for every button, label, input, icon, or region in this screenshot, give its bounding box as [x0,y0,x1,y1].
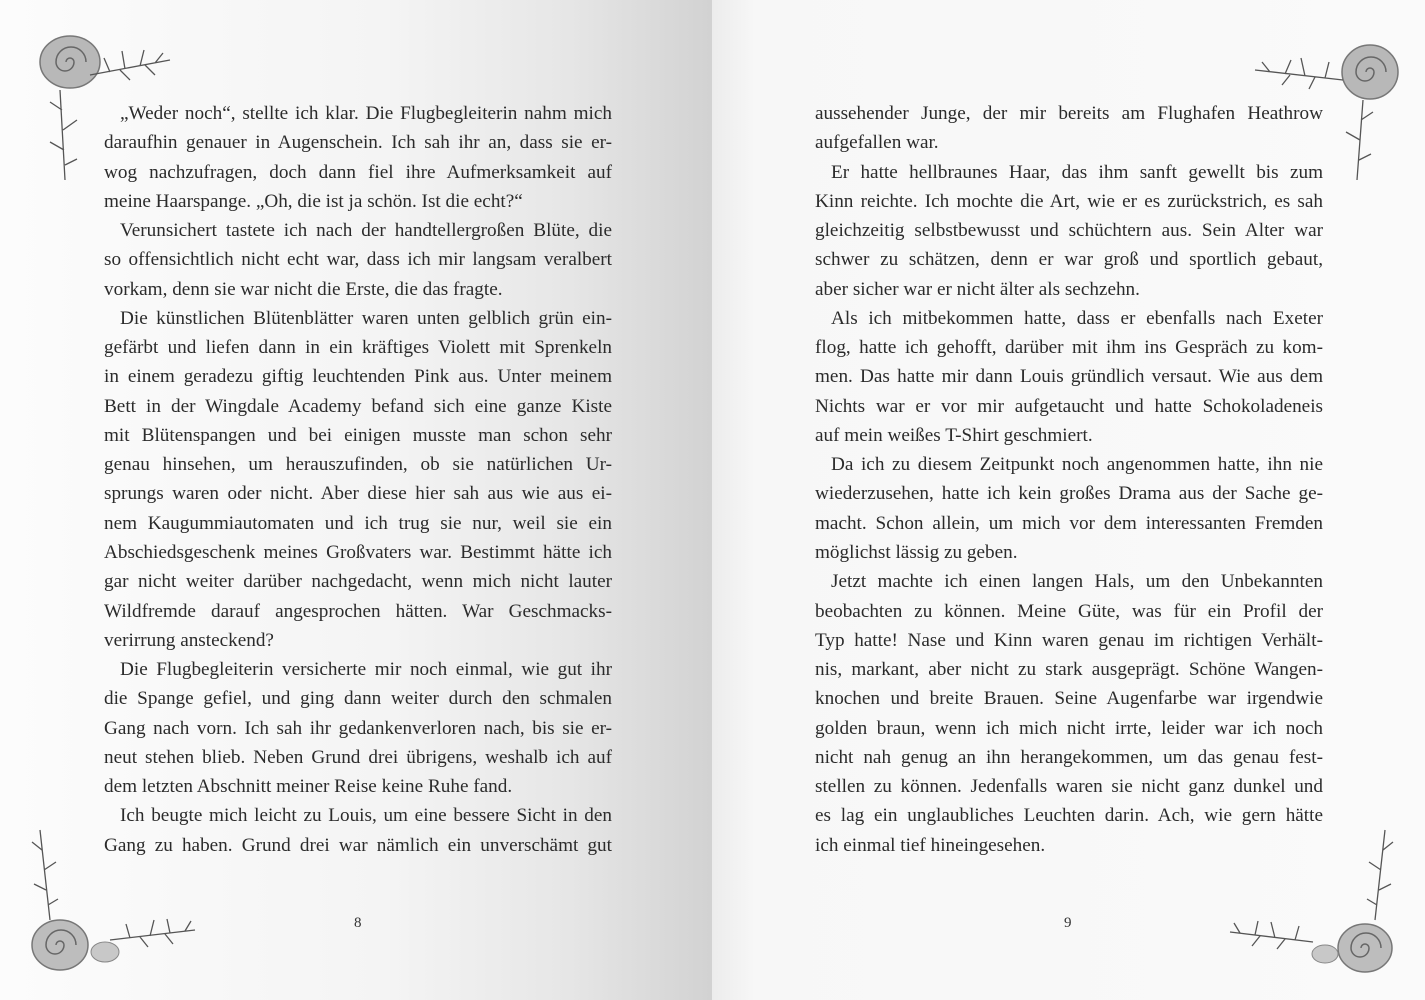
text-line: Die Flugbegleiterin versicherte mir noch einmal, wie gut ihr [120,659,612,681]
paragraph [815,450,1323,567]
paragraph [104,655,612,801]
text-line: mit Blütenspangen und bei einigen musste man schon sehr [104,424,612,446]
text-line: in einem geradezu giftig leuchtenden Pink aus. Unter meinem [104,366,612,388]
shell-icon [40,36,100,88]
text-line: schwer zu schätzen, denn er war groß und sportlich gebaut, [815,249,1323,271]
text-line: „Weder noch“, stellte ich klar. Die Flugbegleiterin nahm mich [120,103,612,124]
text-line: golden braun, wenn ich mich nicht irrte, leider war ich noch [815,717,1323,739]
text-line: gleichzeitig selbstbewusst und schüchtern aus. Sein Alter war [815,220,1323,242]
text-line: Er hatte hellbraunes Haar, das ihm sanft gewellt bis zum [831,161,1323,183]
text-line: aber sicher war er nicht älter als sechzehn. [815,278,1140,300]
text-line: aufgefallen war. [815,132,939,154]
text-line: gar nicht weiter darüber nachgedacht, wenn mich nicht lauter [104,571,612,593]
text-line: flog, hatte ich gehofft, darüber mit ihm ins Gespräch zu kom- [815,337,1323,359]
text-line: Bett in der Wingdale Academy befand sich eine ganze Kiste [104,395,612,417]
text-line: so offensichtlich nicht echt war, dass ich mir langsam veralbert [104,249,612,271]
text-line: nem Kaugummiautomaten und ich trug sie nur, weil sie ein [104,512,612,534]
text-line: meine Haarspange. „Oh, die ist ja schön. Ist die echt?“ [104,190,523,212]
text-line: ich einmal tief hineingesehen. [815,834,1046,856]
text-line: Jetzt machte ich einen langen Hals, um den Unbekannten [831,571,1323,593]
paragraph [815,304,1323,450]
text-line: stellen zu können. Jedenfalls waren sie nicht ganz dunkel und [815,776,1323,798]
text-line: Verunsichert tastete ich nach der handtellergroßen Blüte, die [120,220,612,242]
text-line: Die künstlichen Blütenblätter waren unten gelblich grün ein- [120,307,612,329]
paragraph [104,216,612,304]
text-line: es lag ein unglaubliches Leuchten darin. Ach, wie gern hätte [815,805,1323,827]
text-line: nis, markant, aber nicht zu stark ausgeprägt. Schöne Wangen- [815,659,1323,681]
text-line: macht. Schon allein, um mich vor dem interessanten Fremden [815,512,1323,534]
paragraph [815,567,1323,860]
text-line: Wildfremde darauf angesprochen hätten. War Geschmacks- [104,600,612,622]
text-line: sprungs waren oder nicht. Aber diese hier sah aus wie aus ei- [104,483,612,505]
text-line: Typ hatte! Nase und Kinn waren genau im richtigen Verhält- [815,629,1323,651]
text-line: gefärbt und liefen dann in ein kräftiges Violett mit Sprenkeln [104,337,612,359]
text-line: Kinn reichte. Ich mochte die Art, wie er es zurückstrich, es sah [815,190,1323,212]
paragraph [104,304,612,655]
shell-icon [32,920,119,970]
corner-ornament-bottom-right [1225,820,1405,985]
text-line: wog nachzufragen, doch dann fiel ihre Aufmerksamkeit auf [104,161,612,183]
text-line: die Spange gefiel, und ging dann weiter durch den schmalen [104,688,612,710]
text-line: Als ich mitbekommen hatte, dass er ebenfalls nach Exeter [831,307,1323,329]
text-line: nicht nah genug an ihn herangekommen, um das genau fest- [815,746,1323,768]
left-page-text [104,99,612,860]
text-line: auf mein weißes T-Shirt geschmiert. [815,424,1093,446]
corner-ornament-bottom-left [20,820,200,985]
page-number-left: 8 [354,915,362,931]
corner-ornament-top-left [20,20,180,185]
text-line: Ich beugte mich leicht zu Louis, um eine bessere Sicht in den [120,805,612,827]
text-line: men. Das hatte mir dann Louis gründlich versaut. Wie aus dem [815,366,1323,388]
right-page-text [815,99,1323,860]
text-line: beobachten zu können. Meine Güte, was für ein Profil der [815,600,1323,622]
text-line: Gang nach vorn. Ich sah ihr gedankenverloren nach, bis sie er- [104,717,612,739]
corner-ornament-top-right [1245,20,1405,185]
text-line: dem letzten Abschnitt meiner Reise keine Ruhe fand. [104,776,513,798]
text-line: möglichst lässig zu geben. [815,541,1018,563]
text-line: Abschiedsgeschenk meines Großvaters war. Bestimmt hätte ich [104,541,612,563]
text-line: wiederzusehen, hatte ich kein großes Drama aus der Sache ge- [815,483,1323,505]
text-line: aussehender Junge, der mir bereits am Flughafen Heathrow [815,103,1323,124]
text-line: knochen und breite Brauen. Seine Augenfarbe war irgendwie [815,688,1323,710]
text-line: Da ich zu diesem Zeitpunkt noch angenommen hatte, ihn nie [831,454,1323,476]
page-number-right: 9 [1064,915,1072,931]
shell-icon [1342,45,1398,99]
shell-icon [1312,924,1392,972]
text-line: vorkam, denn sie war nicht die Erste, die das fragte. [104,278,503,300]
text-line: daraufhin genauer in Augenschein. Ich sah ihr an, dass sie er- [104,132,612,154]
paragraph [104,99,612,216]
text-line: Nichts war er vor mir aufgetaucht und hatte Schokoladeneis [815,395,1323,417]
text-line: Gang zu haben. Grund drei war nämlich ein unverschämt gut [104,834,612,856]
text-line: verirrung ansteckend? [104,629,274,651]
text-line: genau hinsehen, um herauszufinden, ob sie natürlichen Ur- [104,454,612,476]
text-line: neut stehen blieb. Neben Grund drei übrigens, weshalb ich auf [104,746,612,768]
